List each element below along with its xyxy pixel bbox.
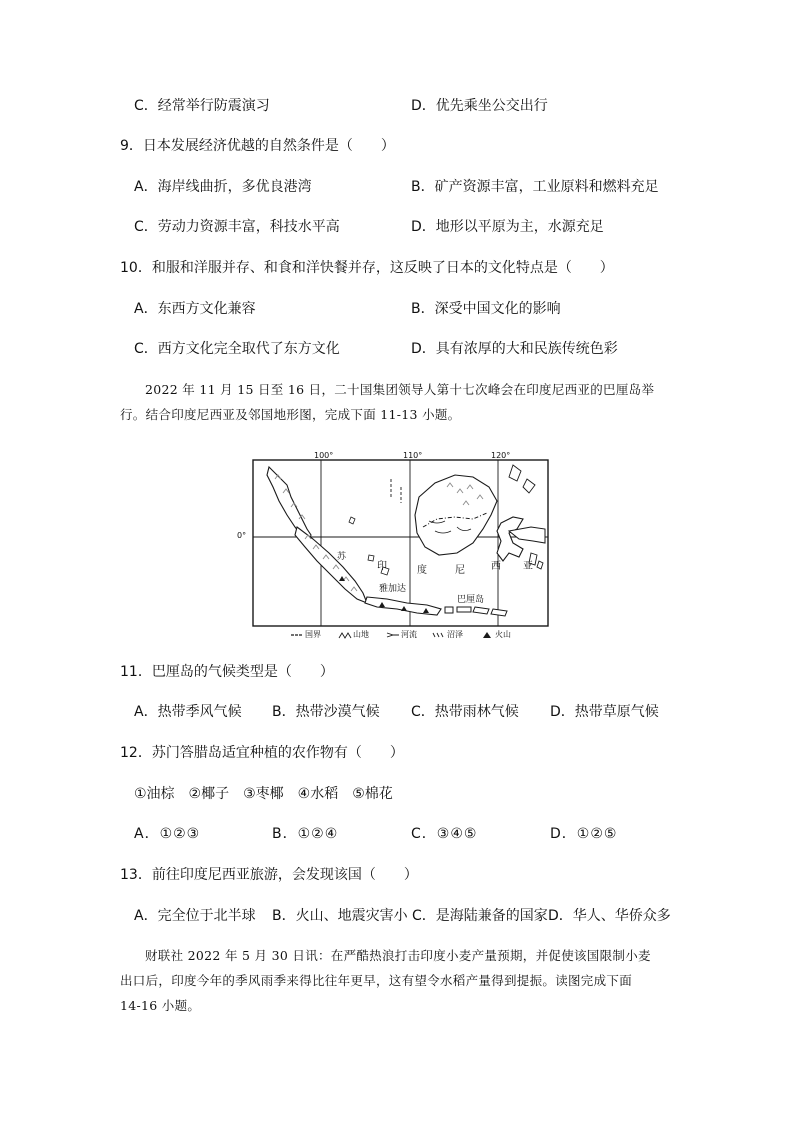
- map-country-char-2: 度: [417, 565, 427, 576]
- q10-option-a[interactable]: A．东西方文化兼容: [134, 301, 256, 317]
- map-country-char-1: 印: [377, 561, 387, 572]
- q11-option-a[interactable]: A．热带季风气候: [134, 704, 242, 720]
- q12-stem-row: [0, 740, 794, 766]
- q9-option-b[interactable]: B．矿产资源丰富，工业原料和燃料充足: [411, 179, 659, 195]
- legend-river-sample: [387, 633, 399, 637]
- map-lat-0: 0°: [237, 531, 247, 540]
- q9-options-ab: [0, 174, 794, 200]
- passage-india-monsoon: [120, 943, 676, 1018]
- q11-options: [0, 699, 794, 725]
- q8-option-d[interactable]: D．优先乘坐公交出行: [411, 98, 548, 114]
- passage-g20-line2: 行。结合印度尼西亚及邻国地形图，完成下面 11-13 小题。: [120, 407, 461, 422]
- q10-option-b[interactable]: B．深受中国文化的影响: [411, 301, 561, 317]
- legend-volcano-sample: [483, 632, 491, 638]
- q11-option-c[interactable]: C．热带雨林气候: [411, 704, 519, 720]
- legend-river-label: 河流: [401, 630, 417, 639]
- map-lon-110: 110°: [403, 451, 423, 460]
- q13-option-a[interactable]: A．完全位于北半球: [134, 908, 256, 924]
- legend-swamp-label: 沼泽: [447, 630, 463, 639]
- q12-items: ①油棕 ②椰子 ③枣椰 ④水稻 ⑤棉花: [134, 786, 393, 802]
- q9-options-cd: [0, 214, 794, 240]
- q9-option-d[interactable]: D．地形以平原为主，水源充足: [411, 219, 604, 235]
- q9-stem-row: [0, 133, 794, 159]
- q13-stem-row: [0, 862, 794, 888]
- map-label-jakarta: 雅加达: [379, 581, 406, 594]
- q10-options-ab: [0, 296, 794, 322]
- legend-volcano-label: 火山: [495, 630, 511, 639]
- passage-india-line1: 财联社 2022 年 5 月 30 日讯：在严酷热浪打击印度小麦产量预期，并促使该国限制小麦: [145, 948, 651, 963]
- legend-swamp-sample: [433, 633, 443, 637]
- map-country-char-3: 尼: [455, 565, 465, 576]
- q13-option-c[interactable]: C．是海陆兼备的国家: [412, 908, 548, 924]
- q13-option-b[interactable]: B．火山、地震灾害小: [272, 908, 408, 924]
- map-label-sumatra-char: 苏: [337, 552, 347, 562]
- q10-option-d[interactable]: D．具有浓厚的大和民族传统色彩: [411, 341, 618, 357]
- indonesia-terrain-map: [237, 451, 550, 643]
- passage-g20: [120, 377, 676, 427]
- q12-stem: 12．苏门答腊岛适宜种植的农作物有（ ）: [120, 745, 404, 761]
- map-lon-120: 120°: [491, 451, 511, 460]
- q10-options-cd: [0, 336, 794, 362]
- q12-option-c[interactable]: C．③④⑤: [411, 826, 478, 842]
- q13-options: [0, 903, 794, 929]
- q11-option-d[interactable]: D．热带草原气候: [550, 704, 659, 720]
- q11-stem-row: [0, 659, 794, 685]
- passage-india-line3: 14-16 小题。: [120, 998, 201, 1013]
- q8-option-c[interactable]: C．经常举行防震演习: [134, 98, 270, 114]
- q9-stem: 9．日本发展经济优越的自然条件是（ ）: [120, 138, 395, 154]
- map-country-char-4: 西: [491, 561, 501, 572]
- map-lon-100: 100°: [314, 451, 334, 460]
- q12-option-a[interactable]: A．①②③: [134, 826, 201, 842]
- q12-items-row: [0, 781, 794, 807]
- q9-option-c[interactable]: C．劳动力资源丰富，科技水平高: [134, 219, 340, 235]
- q12-option-d[interactable]: D．①②⑤: [550, 826, 618, 842]
- passage-g20-line1: 2022 年 11 月 15 日至 16 日，二十国集团领导人第十七次峰会在印度尼西亚的巴厘岛举: [145, 382, 655, 397]
- q13-option-d[interactable]: D．华人、华侨众多: [548, 908, 671, 924]
- q9-option-a[interactable]: A．海岸线曲折，多优良港湾: [134, 179, 312, 195]
- q10-stem: 10．和服和洋服并存、和食和洋快餐并存，这反映了日本的文化特点是（ ）: [120, 260, 614, 276]
- q11-option-b[interactable]: B．热带沙漠气候: [272, 704, 380, 720]
- q13-stem: 13．前往印度尼西亚旅游，会发现该国（ ）: [120, 867, 418, 883]
- map-label-bali: 巴厘岛: [457, 592, 484, 605]
- legend-border-label: 国界: [305, 630, 321, 639]
- map-country-char-5: 亚: [523, 561, 533, 572]
- q10-stem-row: [0, 255, 794, 281]
- legend-mountain-label: 山地: [353, 630, 369, 639]
- q12-options: [0, 821, 794, 847]
- q11-stem: 11．巴厘岛的气候类型是（ ）: [120, 664, 334, 680]
- legend-mountain-sample: [339, 633, 351, 638]
- passage-india-line2: 出口后，印度今年的季风雨季来得比往年更早，这有望令水稻产量得到提振。读图完成下面: [120, 973, 633, 988]
- map-svg: [251, 457, 550, 643]
- q12-option-b[interactable]: B．①②④: [272, 826, 339, 842]
- bali-island: [445, 607, 453, 613]
- q10-option-c[interactable]: C．西方文化完全取代了东方文化: [134, 341, 340, 357]
- q8-options-cd: [0, 93, 794, 119]
